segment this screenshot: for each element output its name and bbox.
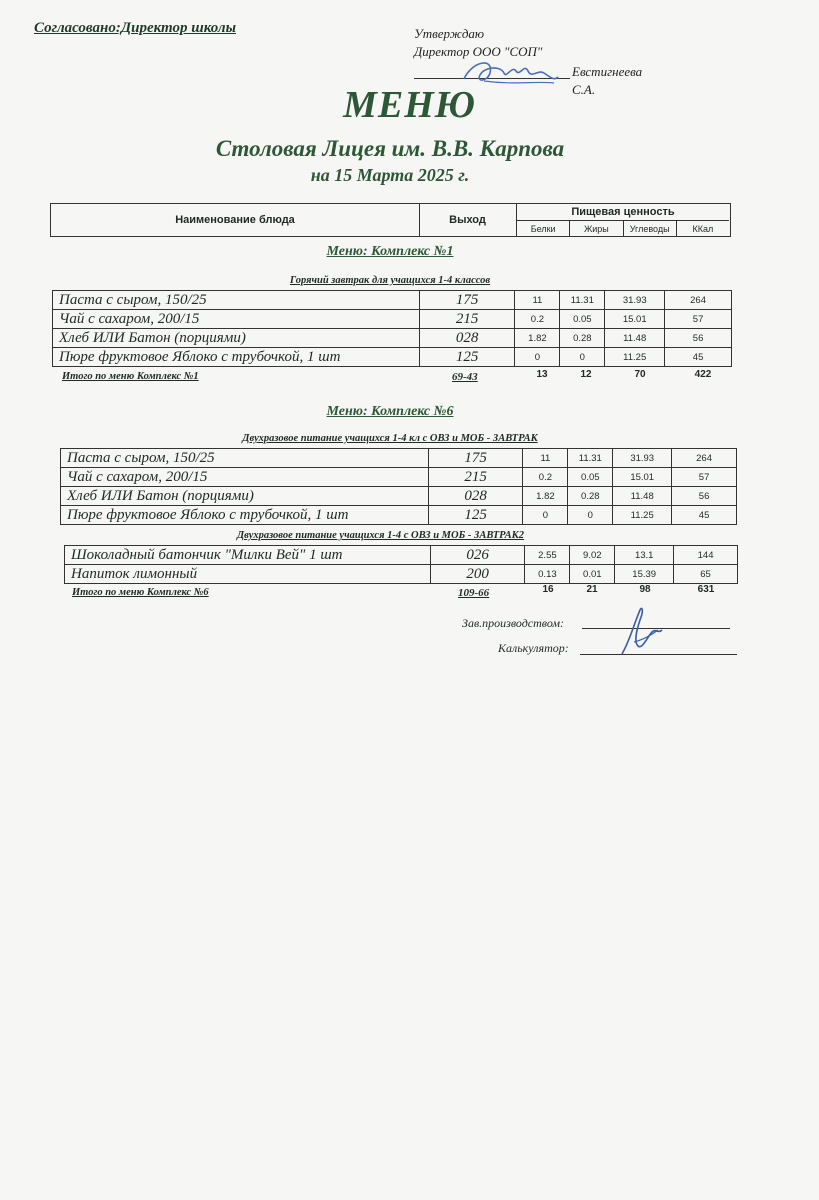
menu1-title: Меню: Комплекс №1 [326,244,454,259]
nutrition-title: Пищевая ценность [517,204,729,221]
column-header [50,203,731,237]
dish-carbs: 13.1 [615,546,674,565]
dish-carbs: 15.01 [605,310,665,329]
menu1-total-proteins: 13 [536,369,548,380]
production-label: Зав.производством: [462,616,565,630]
dish-proteins: 2.55 [525,546,570,565]
nutrition-header [517,204,729,236]
dish-kcal: 45 [665,348,732,367]
menu-date: на 15 Марта 2025 г. [310,165,470,185]
menu6-group2-title: Двухразовое питание учащихся 1-4 с ОВЗ и МОБ - ЗАВТРАК2 [236,530,525,541]
col-name-header: Наименование блюда [51,204,420,236]
dish-fats: 11.31 [560,291,605,310]
menu6-title: Меню: Комплекс №6 [326,404,454,419]
dish-fats: 0.28 [568,487,613,506]
dish-proteins: 11 [515,291,560,310]
dish-fats: 9.02 [570,546,615,565]
dish-proteins: 1.82 [515,329,560,348]
dish-carbs: 11.48 [605,329,665,348]
menu6-group2-row [65,565,738,584]
dish-kcal: 264 [672,449,737,468]
approval-line1: Утверждаю [414,26,485,41]
dish-output: 028 [419,329,515,348]
menu1-total-output: 69-43 [452,371,478,383]
dish-name: Паста с сыром, 150/25 [53,291,420,310]
dish-output: 125 [419,348,515,367]
dish-name: Шоколадный батончик "Милки Вей" 1 шт [65,546,431,565]
dish-carbs: 11.48 [613,487,672,506]
dish-kcal: 144 [674,546,738,565]
menu6-table2 [64,545,738,584]
dish-output: 175 [428,449,523,468]
col-kcal: ККал [692,224,714,234]
dish-output: 200 [430,565,525,584]
menu6-group1-row [61,506,737,525]
dish-output: 125 [428,506,523,525]
menu1-total-label: Итого по меню Комплекс №1 [62,371,199,382]
menu1-table [52,290,732,367]
dish-fats: 0 [568,506,613,525]
approval-left: Согласовано:Директор школы [34,20,236,36]
dish-name: Хлеб ИЛИ Батон (порциями) [61,487,429,506]
page-subtitle: Столовая Лицея им. В.В. Карпова [215,136,565,161]
menu1-row [53,291,732,310]
dish-proteins: 1.82 [523,487,568,506]
dish-proteins: 0 [515,348,560,367]
dish-kcal: 264 [665,291,732,310]
dish-fats: 0.05 [560,310,605,329]
director-name: Евстигнеева С.А. [572,64,643,97]
dish-name: Чай с сахаром, 200/15 [53,310,420,329]
menu1-group-title: Горячий завтрак для учащихся 1-4 классов [289,275,491,286]
menu6-group1-title: Двухразовое питание учащихся 1-4 кл с ОВЗ и МОБ - ЗАВТРАК [242,433,538,444]
menu6-group1-row [61,449,737,468]
col-carbs: Углеводы [624,221,677,237]
dish-output: 175 [419,291,515,310]
dish-kcal: 56 [665,329,732,348]
dish-fats: 0.28 [560,329,605,348]
dish-carbs: 11.25 [605,348,665,367]
dish-kcal: 57 [665,310,732,329]
dish-name: Хлеб ИЛИ Батон (порциями) [53,329,420,348]
col-output-header: Выход [419,204,517,236]
dish-kcal: 65 [674,565,738,584]
calculator-label: Калькулятор: [498,641,569,655]
dish-name: Паста с сыром, 150/25 [61,449,429,468]
dish-name: Пюре фруктовое Яблоко с трубочкой, 1 шт [53,348,420,367]
menu1-row [53,310,732,329]
menu6-group1-row [61,487,737,506]
menu1-row [53,329,732,348]
menu6-table1 [60,448,737,525]
dish-output: 215 [419,310,515,329]
dish-carbs: 31.93 [605,291,665,310]
dish-proteins: 0.2 [523,468,568,487]
dish-carbs: 15.01 [613,468,672,487]
menu6-total-fats: 21 [586,584,598,595]
menu6-group2-row [65,546,738,565]
dish-fats: 11.31 [568,449,613,468]
calculator-signature [612,600,672,660]
dish-name: Чай с сахаром, 200/15 [61,468,429,487]
menu1-total-kcal: 422 [694,369,712,380]
dish-kcal: 45 [672,506,737,525]
menu6-total-output: 109-66 [458,587,490,599]
dish-proteins: 0 [523,506,568,525]
menu6-group1-row [61,468,737,487]
menu6-total-proteins: 16 [542,584,554,595]
dish-proteins: 11 [523,449,568,468]
menu6-total-label: Итого по меню Комплекс №6 [72,587,209,598]
page-title: МЕНЮ [343,84,476,126]
menu6-total-kcal: 631 [697,584,715,595]
approval-line2: Директор ООО "СОП" [414,44,543,59]
dish-proteins: 0.13 [525,565,570,584]
dish-output: 028 [428,487,523,506]
dish-fats: 0.05 [568,468,613,487]
menu1-total-carbs: 70 [634,369,646,380]
col-proteins: Белки [517,221,570,237]
dish-carbs: 15.39 [615,565,674,584]
menu6-total-carbs: 98 [639,584,651,595]
dish-output: 026 [430,546,525,565]
approval-right [414,25,643,97]
dish-carbs: 11.25 [613,506,672,525]
col-fats: Жиры [570,221,623,237]
dish-kcal: 57 [672,468,737,487]
menu1-row [53,348,732,367]
dish-proteins: 0.2 [515,310,560,329]
menu1-total-fats: 12 [580,369,592,380]
dish-fats: 0.01 [570,565,615,584]
dish-name: Напиток лимонный [65,565,431,584]
dish-kcal: 56 [672,487,737,506]
dish-carbs: 31.93 [613,449,672,468]
dish-output: 215 [428,468,523,487]
dish-fats: 0 [560,348,605,367]
dish-name: Пюре фруктовое Яблоко с трубочкой, 1 шт [61,506,429,525]
